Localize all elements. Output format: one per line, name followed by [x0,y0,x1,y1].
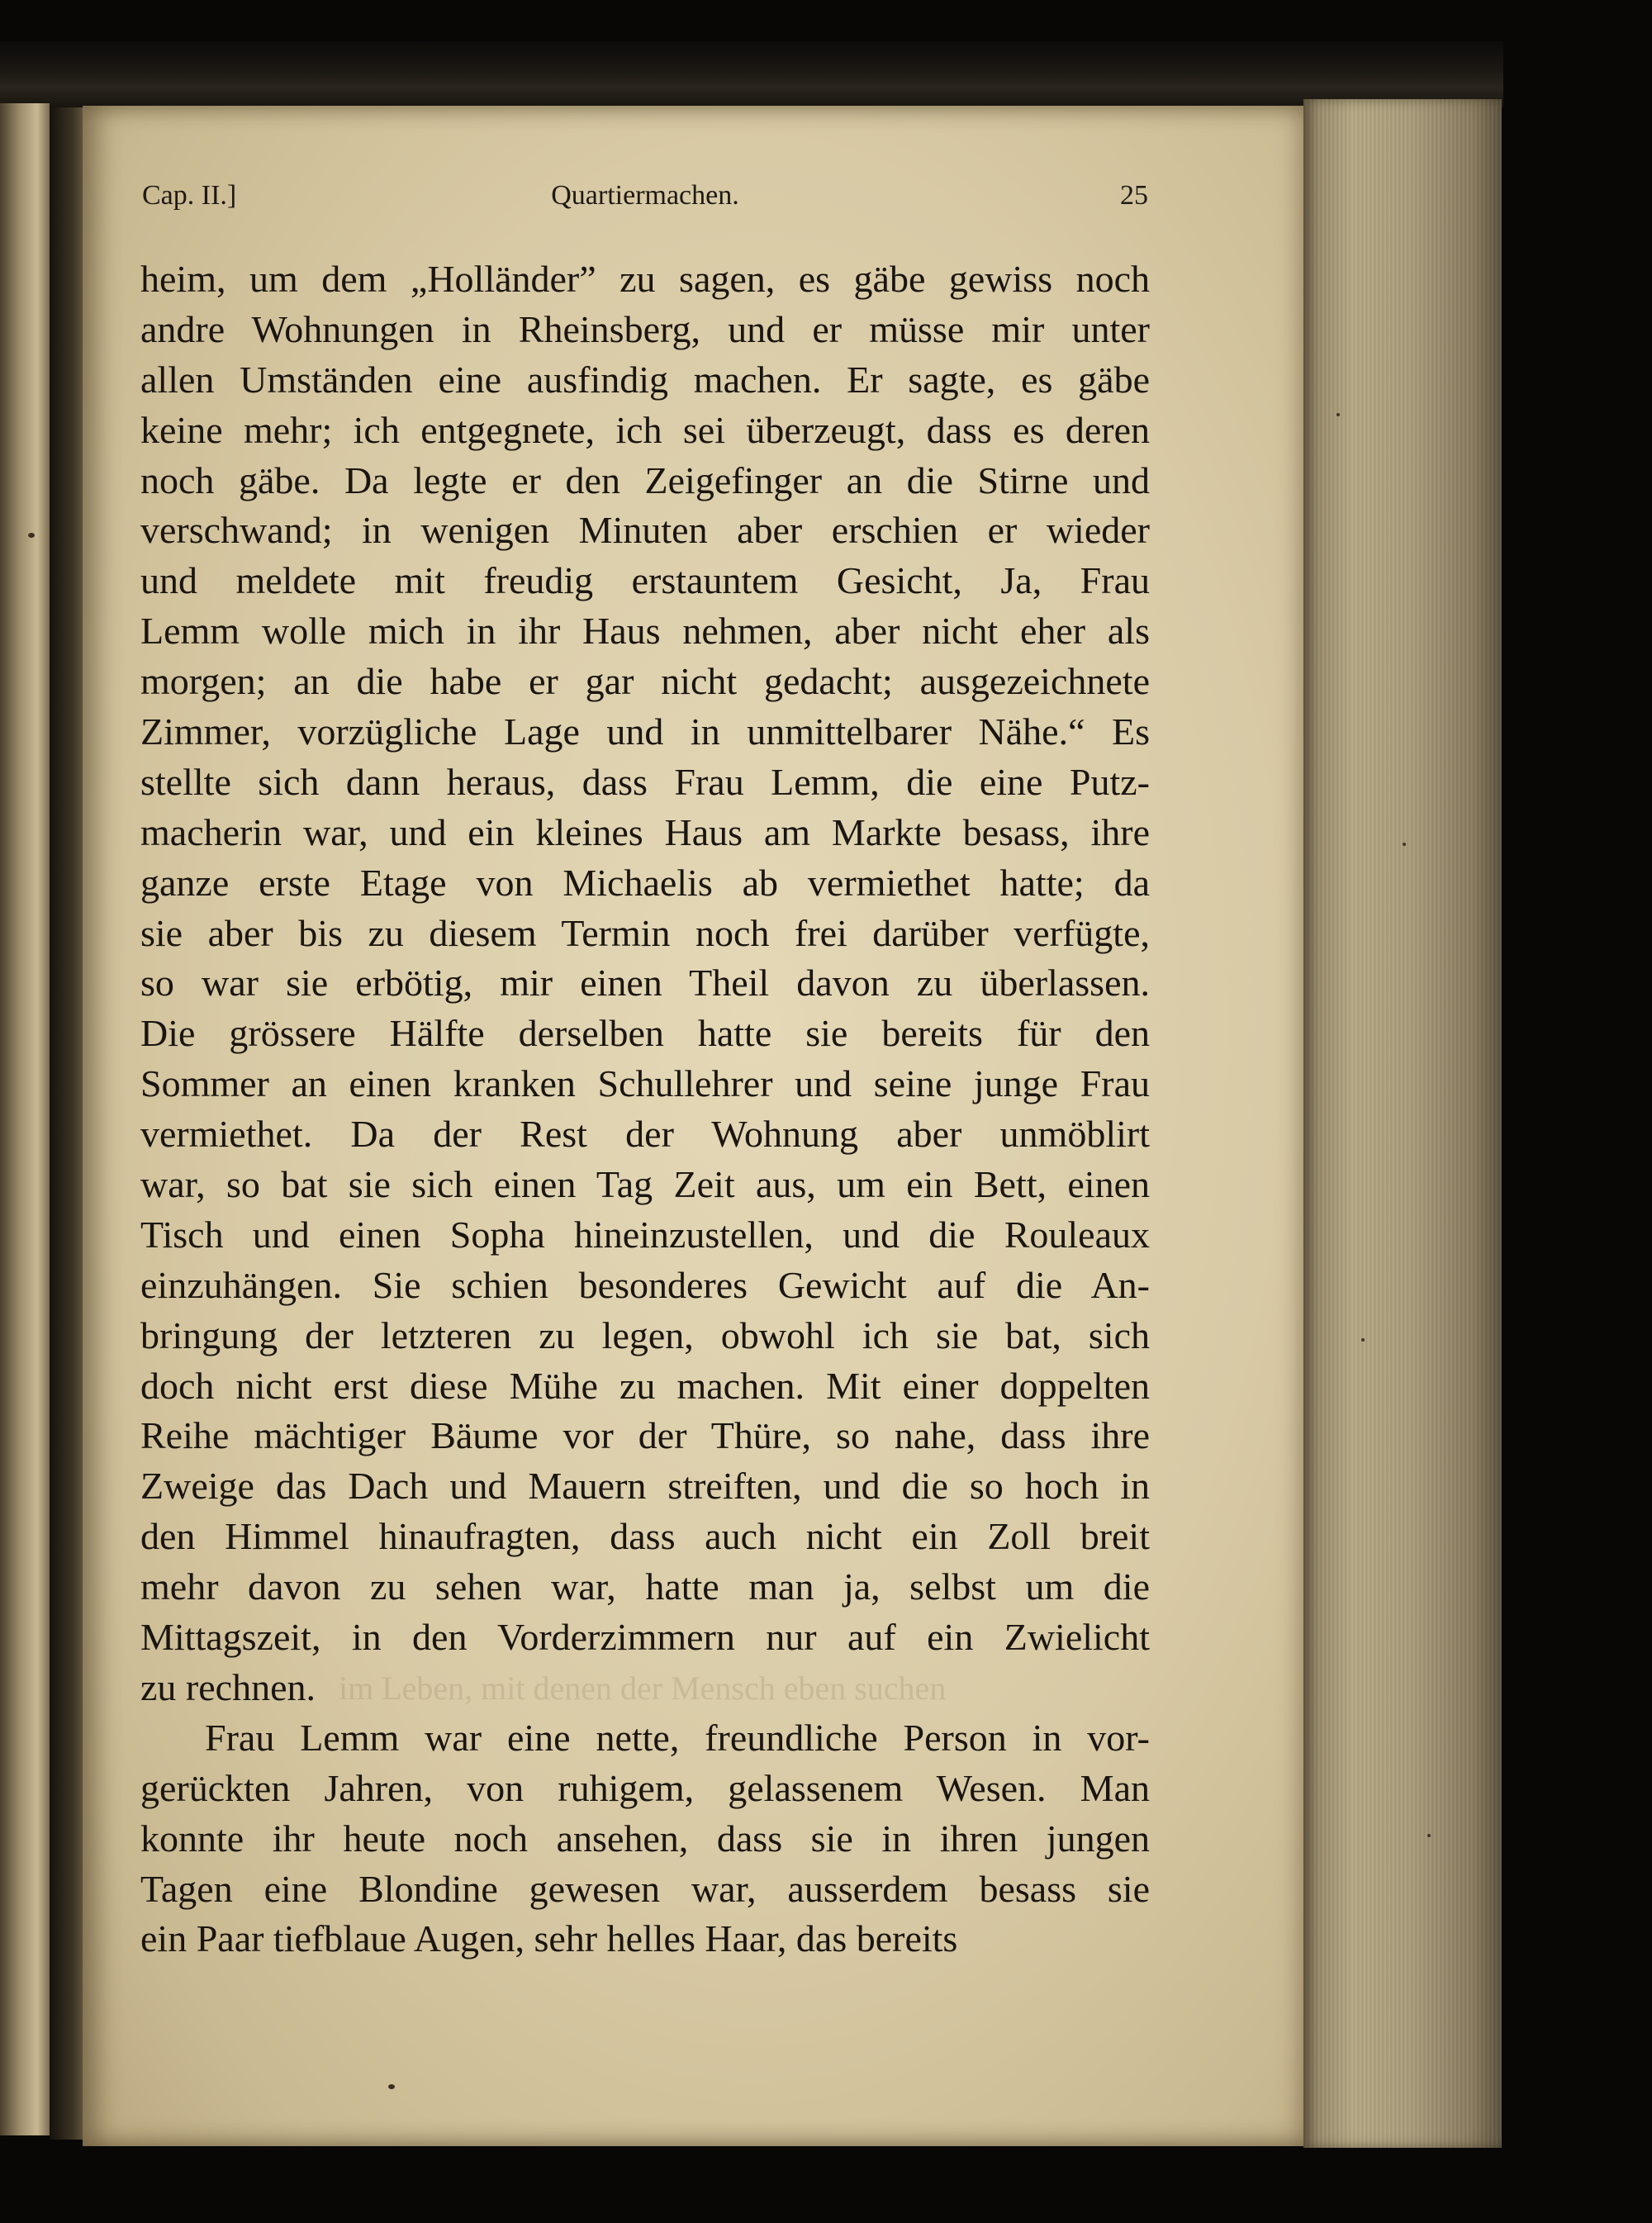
page-speck [388,2084,395,2089]
text-line: andre Wohnungen in Rheinsberg, und er müsse mir unter [140,307,1150,350]
text-line: ein Paar tiefblaue Augen, sehr helles Haar, das bereits [140,1917,958,1960]
text-line: noch gäbe. Da legte er den Zeigefinger an die Stirne und [140,458,1150,501]
text-line: Die grössere Hälfte derselben hatte sie bereits für den [140,1012,1150,1055]
text-line: ganze erste Etage von Michaelis ab vermiethet hatte; da [140,861,1150,904]
previous-page-edge [0,103,50,2135]
page-stack-edge [1303,99,1502,2148]
paragraph [140,1713,1150,1964]
text-line: Sommer an einen kranken Schullehrer und seine junge Frau [140,1062,1150,1105]
text-line: Mittagszeit, in den Vorderzimmern nur auf ein Zwielicht [140,1616,1150,1659]
text-line: allen Umständen eine ausfindig machen. Er sagte, es gäbe [140,358,1150,401]
text-line: morgen; an die habe er gar nicht gedacht; ausgezeichnete [140,660,1150,703]
text-line: und meldete mit freudig erstauntem Gesicht, Ja, Frau [140,559,1150,602]
text-line: heim, um dem „Holländer” zu sagen, es gäbe gewiss noch [140,258,1150,300]
paper-speck [1361,1338,1365,1342]
paper-speck [1427,1834,1431,1837]
text-line: so war sie erbötig, mir einen Theil davon zu überlassen. [140,962,1150,1005]
text-line: gerückten Jahren, von ruhigem, gelassenem Wesen. Man [140,1766,1150,1809]
paper-speck [1336,413,1340,416]
text-line: Tisch und einen Sopha hineinzustellen, und die Rouleaux [140,1213,1150,1256]
running-title: Quartiermachen. [551,180,739,211]
text-line: macherin war, und ein kleines Haus am Markte besass, ihre [140,810,1150,853]
page-number: 25 [1120,180,1148,211]
text-line: war, so bat sie sich einen Tag Zeit aus, um ein Bett, einen [140,1163,1150,1206]
text-line: verschwand; in wenigen Minuten aber erschien er wieder [140,509,1150,552]
text-line: mehr davon zu sehen war, hatte man ja, selbst um die [140,1565,1150,1608]
paragraph [140,254,1150,1713]
text-line: Lemm wolle mich in ihr Haus nehmen, aber nicht eher als [140,610,1150,653]
text-line: einzuhängen. Sie schien besonderes Gewicht auf die An- [140,1263,1150,1306]
page-speck [28,533,35,538]
text-line: Frau Lemm war eine nette, freundliche Person in vor- [205,1716,1150,1759]
text-line: Zweige das Dach und Mauern streiften, und die so hoch in [140,1465,1150,1508]
text-line: Zimmer, vorzügliche Lage und in unmittelbarer Nähe.“ Es [140,710,1150,753]
text-line: vermiethet. Da der Rest der Wohnung aber unmöblirt [140,1113,1150,1156]
text-line: doch nicht erst diese Mühe zu machen. Mit einer doppelten [140,1364,1150,1407]
text-line: zu rechnen. [140,1665,316,1708]
text-line: stellte sich dann heraus, dass Frau Lemm, die eine Putz- [140,760,1150,803]
paper-speck [1403,843,1406,846]
text-line: Reihe mächtiger Bäume vor der Thüre, so nahe, dass ihre [140,1414,1150,1457]
running-header [142,180,1148,221]
text-line: konnte ihr heute noch ansehen, dass sie in ihren jungen [140,1817,1150,1860]
text-line: sie aber bis zu diesem Termin noch frei darüber verfügte, [140,911,1150,954]
chapter-label: Cap. II.] [142,180,237,211]
show-through-text: im Leben, mit denen der Mensch eben suchen [339,1670,947,1707]
text-line: den Himmel hinaufragten, dass auch nicht ein Zoll breit [140,1515,1150,1558]
text-line: bringung der letzteren zu legen, obwohl ich sie bat, sich [140,1313,1150,1356]
text-line: Tagen eine Blondine gewesen war, ausserdem besass sie [140,1867,1150,1910]
book-cover-edge [0,41,1503,107]
body-text [140,254,1150,1964]
text-line: keine mehr; ich entgegnete, ich sei überzeugt, dass es deren [140,408,1150,451]
